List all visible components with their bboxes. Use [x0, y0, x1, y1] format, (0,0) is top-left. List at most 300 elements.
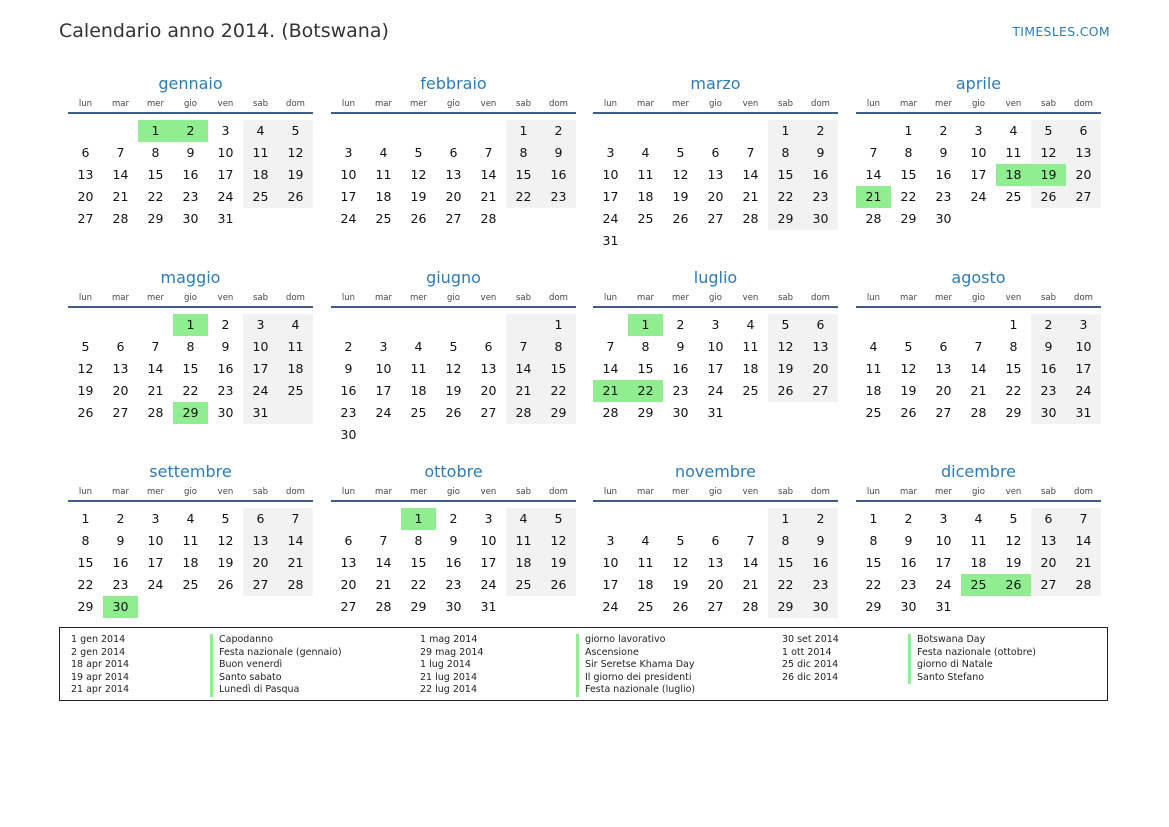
day-cell: 5: [781, 317, 790, 332]
weekday-header: [331, 98, 576, 114]
day-grid: [856, 114, 1101, 246]
day-cell: 3: [606, 533, 615, 548]
weekday-label: gio: [447, 293, 460, 303]
month-agosto: [856, 268, 1101, 440]
day-cell: 8: [414, 533, 423, 548]
day-cell: 12: [672, 167, 689, 182]
day-cell: 21: [287, 555, 304, 570]
day-cell: 6: [711, 145, 720, 160]
day-cell: 19: [672, 189, 689, 204]
weekday-label: gio: [447, 487, 460, 497]
month-name: novembre: [674, 462, 757, 481]
day-cell: 14: [865, 167, 882, 182]
holiday-day: 30: [103, 596, 138, 618]
day-cell: 9: [1044, 339, 1053, 354]
weekday-label: ven: [1005, 487, 1022, 497]
day-cell: 3: [484, 511, 493, 526]
day-cell: 14: [970, 361, 987, 376]
month-name: settembre: [149, 462, 232, 481]
weekday-label: mer: [409, 487, 427, 497]
day-cell: 17: [935, 555, 952, 570]
weekday-label: dom: [286, 293, 305, 303]
day-cell: 29: [77, 599, 94, 614]
day-cell: 10: [1075, 339, 1092, 354]
weekday-label: dom: [1074, 487, 1093, 497]
day-cell: 9: [221, 339, 230, 354]
legend-row: [60, 659, 1107, 672]
day-cell: 6: [116, 339, 125, 354]
day-cell: 16: [672, 361, 689, 376]
month-aprile: [856, 74, 1101, 246]
weekday-label: sab: [515, 99, 532, 109]
day-cell: 29: [550, 405, 567, 420]
holiday-date: 1 gen 2014: [71, 634, 126, 645]
day-cell: 29: [900, 211, 917, 226]
day-cell: 1: [1009, 317, 1018, 332]
day-cell: 4: [1009, 123, 1018, 138]
day-cell: 24: [375, 405, 392, 420]
holiday-name: Lunedì di Pasqua: [210, 684, 299, 697]
day-cell: 4: [641, 533, 650, 548]
weekday-label: mar: [112, 487, 129, 497]
day-cell: 15: [900, 167, 917, 182]
month-luglio: [593, 268, 838, 440]
weekday-label: mer: [671, 487, 689, 497]
holiday-name: Botswana Day: [908, 634, 985, 647]
day-cell: 4: [869, 339, 878, 354]
day-cell: 28: [147, 405, 164, 420]
weekday-label: dom: [1074, 293, 1093, 303]
day-cell: 4: [256, 123, 265, 138]
day-cell: 24: [935, 577, 952, 592]
weekday-label: dom: [811, 99, 830, 109]
day-cell: 24: [480, 577, 497, 592]
weekday-label: dom: [286, 99, 305, 109]
day-cell: 16: [182, 167, 199, 182]
weekday-label: mer: [934, 293, 952, 303]
weekday-label: mer: [671, 293, 689, 303]
day-cell: 9: [816, 145, 825, 160]
day-grid: [593, 114, 838, 246]
day-cell: 6: [484, 339, 493, 354]
day-cell: 7: [379, 533, 388, 548]
day-cell: 24: [340, 211, 357, 226]
day-cell: 12: [287, 145, 304, 160]
weekday-label: mar: [637, 99, 654, 109]
day-cell: 16: [900, 555, 917, 570]
day-cell: 17: [602, 189, 619, 204]
weekday-label: mer: [146, 293, 164, 303]
day-cell: 17: [707, 361, 724, 376]
day-cell: 3: [1079, 317, 1088, 332]
day-cell: 8: [781, 533, 790, 548]
day-cell: 7: [151, 339, 160, 354]
weekday-label: mer: [934, 99, 952, 109]
day-cell: 14: [112, 167, 129, 182]
day-cell: 9: [816, 533, 825, 548]
day-grid: [856, 502, 1101, 634]
day-cell: 19: [672, 577, 689, 592]
weekday-label: gio: [972, 99, 985, 109]
holiday-date: 18 apr 2014: [71, 659, 130, 670]
day-cell: 5: [1009, 511, 1018, 526]
day-cell: 6: [449, 145, 458, 160]
day-cell: 14: [602, 361, 619, 376]
weekday-label: mar: [375, 487, 392, 497]
day-cell: 11: [252, 145, 269, 160]
day-cell: 6: [81, 145, 90, 160]
day-cell: 22: [550, 383, 567, 398]
day-cell: 9: [186, 145, 195, 160]
day-cell: 18: [182, 555, 199, 570]
holiday-date: 1 lug 2014: [420, 659, 471, 670]
weekday-header: [856, 486, 1101, 502]
day-cell: 15: [147, 167, 164, 182]
day-cell: 30: [812, 211, 829, 226]
day-cell: 20: [707, 189, 724, 204]
day-cell: 31: [602, 233, 619, 248]
weekday-label: lun: [78, 487, 93, 497]
day-cell: 7: [291, 511, 300, 526]
weekday-label: ven: [1005, 293, 1022, 303]
day-cell: 27: [112, 405, 129, 420]
day-cell: 12: [777, 339, 794, 354]
day-cell: 21: [970, 383, 987, 398]
day-grid: [331, 502, 576, 634]
day-cell: 10: [935, 533, 952, 548]
day-cell: 16: [445, 555, 462, 570]
day-cell: 23: [1040, 383, 1057, 398]
day-cell: 17: [480, 555, 497, 570]
day-cell: 12: [1005, 533, 1022, 548]
day-cell: 17: [217, 167, 234, 182]
day-cell: 28: [742, 211, 759, 226]
day-cell: 13: [812, 339, 829, 354]
day-cell: 20: [1075, 167, 1092, 182]
weekday-label: dom: [286, 487, 305, 497]
holiday-legend: [59, 627, 1108, 701]
weekday-label: dom: [811, 487, 830, 497]
day-cell: 23: [935, 189, 952, 204]
day-cell: 21: [112, 189, 129, 204]
weekday-header: [856, 292, 1101, 308]
weekday-label: sab: [777, 487, 794, 497]
day-cell: 28: [480, 211, 497, 226]
day-cell: 30: [935, 211, 952, 226]
weekday-label: mar: [637, 487, 654, 497]
day-cell: 1: [81, 511, 90, 526]
weekday-label: ven: [217, 293, 234, 303]
weekday-label: sab: [515, 293, 532, 303]
day-cell: 12: [77, 361, 94, 376]
day-cell: 8: [869, 533, 878, 548]
weekday-label: mar: [112, 293, 129, 303]
day-cell: 27: [812, 383, 829, 398]
weekday-label: lun: [78, 293, 93, 303]
weekday-label: mar: [637, 293, 654, 303]
weekday-label: lun: [341, 293, 356, 303]
day-cell: 18: [375, 189, 392, 204]
day-cell: 23: [112, 577, 129, 592]
day-cell: 11: [742, 339, 759, 354]
day-cell: 18: [410, 383, 427, 398]
weekday-label: ven: [742, 487, 759, 497]
day-cell: 8: [1009, 339, 1018, 354]
day-cell: 11: [970, 533, 987, 548]
day-cell: 12: [900, 361, 917, 376]
day-cell: 13: [707, 167, 724, 182]
day-cell: 22: [182, 383, 199, 398]
day-cell: 21: [1075, 555, 1092, 570]
legend-row: [60, 647, 1107, 660]
month-febbraio: [331, 74, 576, 246]
day-cell: 19: [550, 555, 567, 570]
weekday-label: lun: [78, 99, 93, 109]
weekday-label: gio: [184, 293, 197, 303]
day-cell: 14: [480, 167, 497, 182]
weekday-label: sab: [252, 99, 269, 109]
weekday-label: mer: [409, 99, 427, 109]
holiday-day: 1: [628, 314, 663, 336]
weekday-label: lun: [866, 293, 881, 303]
holiday-date: 1 ott 2014: [782, 646, 832, 658]
day-cell: 16: [112, 555, 129, 570]
day-cell: 15: [637, 361, 654, 376]
day-cell: 29: [147, 211, 164, 226]
day-cell: 13: [935, 361, 952, 376]
day-grid: [331, 114, 576, 246]
day-cell: 18: [637, 577, 654, 592]
weekday-label: ven: [1005, 99, 1022, 109]
day-cell: 20: [935, 383, 952, 398]
day-cell: 6: [939, 339, 948, 354]
day-cell: 26: [900, 405, 917, 420]
day-cell: 9: [116, 533, 125, 548]
day-cell: 30: [672, 405, 689, 420]
holiday-name: Festa nazionale (ottobre): [908, 647, 1036, 660]
month-ottobre: [331, 462, 576, 634]
day-cell: 16: [550, 167, 567, 182]
day-cell: 4: [186, 511, 195, 526]
day-cell: 24: [602, 599, 619, 614]
day-cell: 13: [252, 533, 269, 548]
weekday-label: mar: [112, 99, 129, 109]
weekday-header: [593, 486, 838, 502]
day-cell: 3: [939, 511, 948, 526]
day-cell: 17: [1075, 361, 1092, 376]
weekday-label: dom: [549, 99, 568, 109]
day-cell: 3: [256, 317, 265, 332]
day-cell: 12: [1040, 145, 1057, 160]
day-cell: 15: [1005, 361, 1022, 376]
day-cell: 10: [970, 145, 987, 160]
day-cell: 2: [554, 123, 563, 138]
day-grid: [593, 502, 838, 634]
day-cell: 16: [1040, 361, 1057, 376]
day-cell: 26: [445, 405, 462, 420]
month-marzo: [593, 74, 838, 246]
day-cell: 5: [449, 339, 458, 354]
day-cell: 27: [707, 211, 724, 226]
weekday-label: sab: [777, 293, 794, 303]
weekday-label: sab: [1040, 293, 1057, 303]
day-cell: 2: [676, 317, 685, 332]
day-cell: 13: [1040, 533, 1057, 548]
weekday-label: ven: [480, 293, 497, 303]
holiday-date: 25 dic 2014: [782, 659, 839, 670]
weekday-label: mar: [900, 99, 917, 109]
day-cell: 7: [746, 145, 755, 160]
day-cell: 10: [147, 533, 164, 548]
day-cell: 1: [781, 511, 790, 526]
day-cell: 7: [869, 145, 878, 160]
holiday-name: Festa nazionale (gennaio): [210, 647, 342, 660]
day-cell: 22: [147, 189, 164, 204]
day-cell: 16: [812, 167, 829, 182]
month-name: luglio: [693, 268, 738, 287]
day-cell: 21: [375, 577, 392, 592]
day-cell: 11: [287, 339, 304, 354]
holiday-date: 21 lug 2014: [420, 671, 477, 683]
day-cell: 10: [375, 361, 392, 376]
month-name: marzo: [690, 74, 741, 93]
day-cell: 7: [746, 533, 755, 548]
day-cell: 30: [1040, 405, 1057, 420]
day-cell: 16: [812, 555, 829, 570]
day-cell: 13: [480, 361, 497, 376]
holiday-name: Il giorno dei presidenti: [576, 672, 692, 685]
day-cell: 14: [515, 361, 532, 376]
day-cell: 26: [1040, 189, 1057, 204]
weekday-label: sab: [777, 99, 794, 109]
day-cell: 4: [746, 317, 755, 332]
day-cell: 27: [252, 577, 269, 592]
day-cell: 28: [112, 211, 129, 226]
day-cell: 24: [970, 189, 987, 204]
day-cell: 30: [445, 599, 462, 614]
day-cell: 1: [554, 317, 563, 332]
holiday-date: 26 dic 2014: [782, 671, 839, 683]
day-cell: 6: [711, 533, 720, 548]
day-cell: 4: [974, 511, 983, 526]
day-cell: 30: [182, 211, 199, 226]
day-cell: 29: [865, 599, 882, 614]
day-cell: 29: [777, 599, 794, 614]
weekday-label: lun: [603, 293, 618, 303]
day-cell: 17: [147, 555, 164, 570]
day-cell: 9: [904, 533, 913, 548]
day-cell: 16: [935, 167, 952, 182]
day-cell: 22: [77, 577, 94, 592]
holiday-day: 29: [173, 402, 208, 424]
day-cell: 8: [641, 339, 650, 354]
day-cell: 15: [515, 167, 532, 182]
day-cell: 30: [812, 599, 829, 614]
weekday-label: gio: [184, 99, 197, 109]
day-cell: 24: [1075, 383, 1092, 398]
holiday-name: Ascensione: [576, 647, 639, 660]
day-cell: 29: [410, 599, 427, 614]
month-name: febbraio: [420, 74, 487, 93]
day-cell: 17: [970, 167, 987, 182]
day-cell: 2: [1044, 317, 1053, 332]
site-link[interactable]: TIMESLES.COM: [1012, 24, 1110, 39]
weekday-label: mer: [146, 487, 164, 497]
day-cell: 22: [1005, 383, 1022, 398]
day-cell: 10: [707, 339, 724, 354]
day-cell: 11: [182, 533, 199, 548]
day-cell: 20: [1040, 555, 1057, 570]
month-giugno: [331, 268, 576, 440]
day-cell: 19: [777, 361, 794, 376]
day-cell: 7: [974, 339, 983, 354]
day-cell: 18: [742, 361, 759, 376]
holiday-day: 21: [856, 186, 891, 208]
day-cell: 15: [550, 361, 567, 376]
day-cell: 21: [147, 383, 164, 398]
day-cell: 10: [602, 167, 619, 182]
day-cell: 7: [519, 339, 528, 354]
weekday-label: mer: [409, 293, 427, 303]
weekday-label: mer: [934, 487, 952, 497]
day-cell: 31: [480, 599, 497, 614]
holiday-date: 2 gen 2014: [71, 646, 126, 658]
day-cell: 9: [449, 533, 458, 548]
day-cell: 25: [637, 211, 654, 226]
holiday-date: 30 set 2014: [782, 634, 839, 645]
day-grid: [68, 502, 313, 634]
day-cell: 2: [816, 123, 825, 138]
holiday-name: giorno di Natale: [908, 659, 993, 672]
weekday-label: ven: [742, 99, 759, 109]
weekday-label: sab: [1040, 99, 1057, 109]
day-cell: 27: [1040, 577, 1057, 592]
weekday-label: ven: [480, 487, 497, 497]
day-cell: 11: [375, 167, 392, 182]
day-cell: 4: [641, 145, 650, 160]
day-cell: 17: [375, 383, 392, 398]
day-cell: 31: [252, 405, 269, 420]
day-cell: 14: [742, 555, 759, 570]
day-cell: 5: [904, 339, 913, 354]
weekday-label: lun: [341, 99, 356, 109]
holiday-name: Festa nazionale (luglio): [576, 684, 695, 697]
day-cell: 7: [1079, 511, 1088, 526]
holiday-day: 21: [593, 380, 628, 402]
day-cell: 14: [375, 555, 392, 570]
day-cell: 1: [904, 123, 913, 138]
day-cell: 27: [480, 405, 497, 420]
weekday-label: gio: [184, 487, 197, 497]
legend-row: [60, 684, 1107, 697]
month-name: gennaio: [158, 74, 223, 93]
day-cell: 11: [637, 167, 654, 182]
weekday-header: [331, 486, 576, 502]
day-cell: 27: [445, 211, 462, 226]
holiday-day: 26: [996, 574, 1031, 596]
day-cell: 8: [81, 533, 90, 548]
month-dicembre: [856, 462, 1101, 634]
day-cell: 6: [256, 511, 265, 526]
day-cell: 23: [445, 577, 462, 592]
day-cell: 22: [777, 189, 794, 204]
day-cell: 21: [480, 189, 497, 204]
weekday-label: ven: [217, 487, 234, 497]
day-grid: [331, 308, 576, 440]
day-cell: 24: [147, 577, 164, 592]
month-settembre: [68, 462, 313, 634]
day-cell: 31: [1075, 405, 1092, 420]
